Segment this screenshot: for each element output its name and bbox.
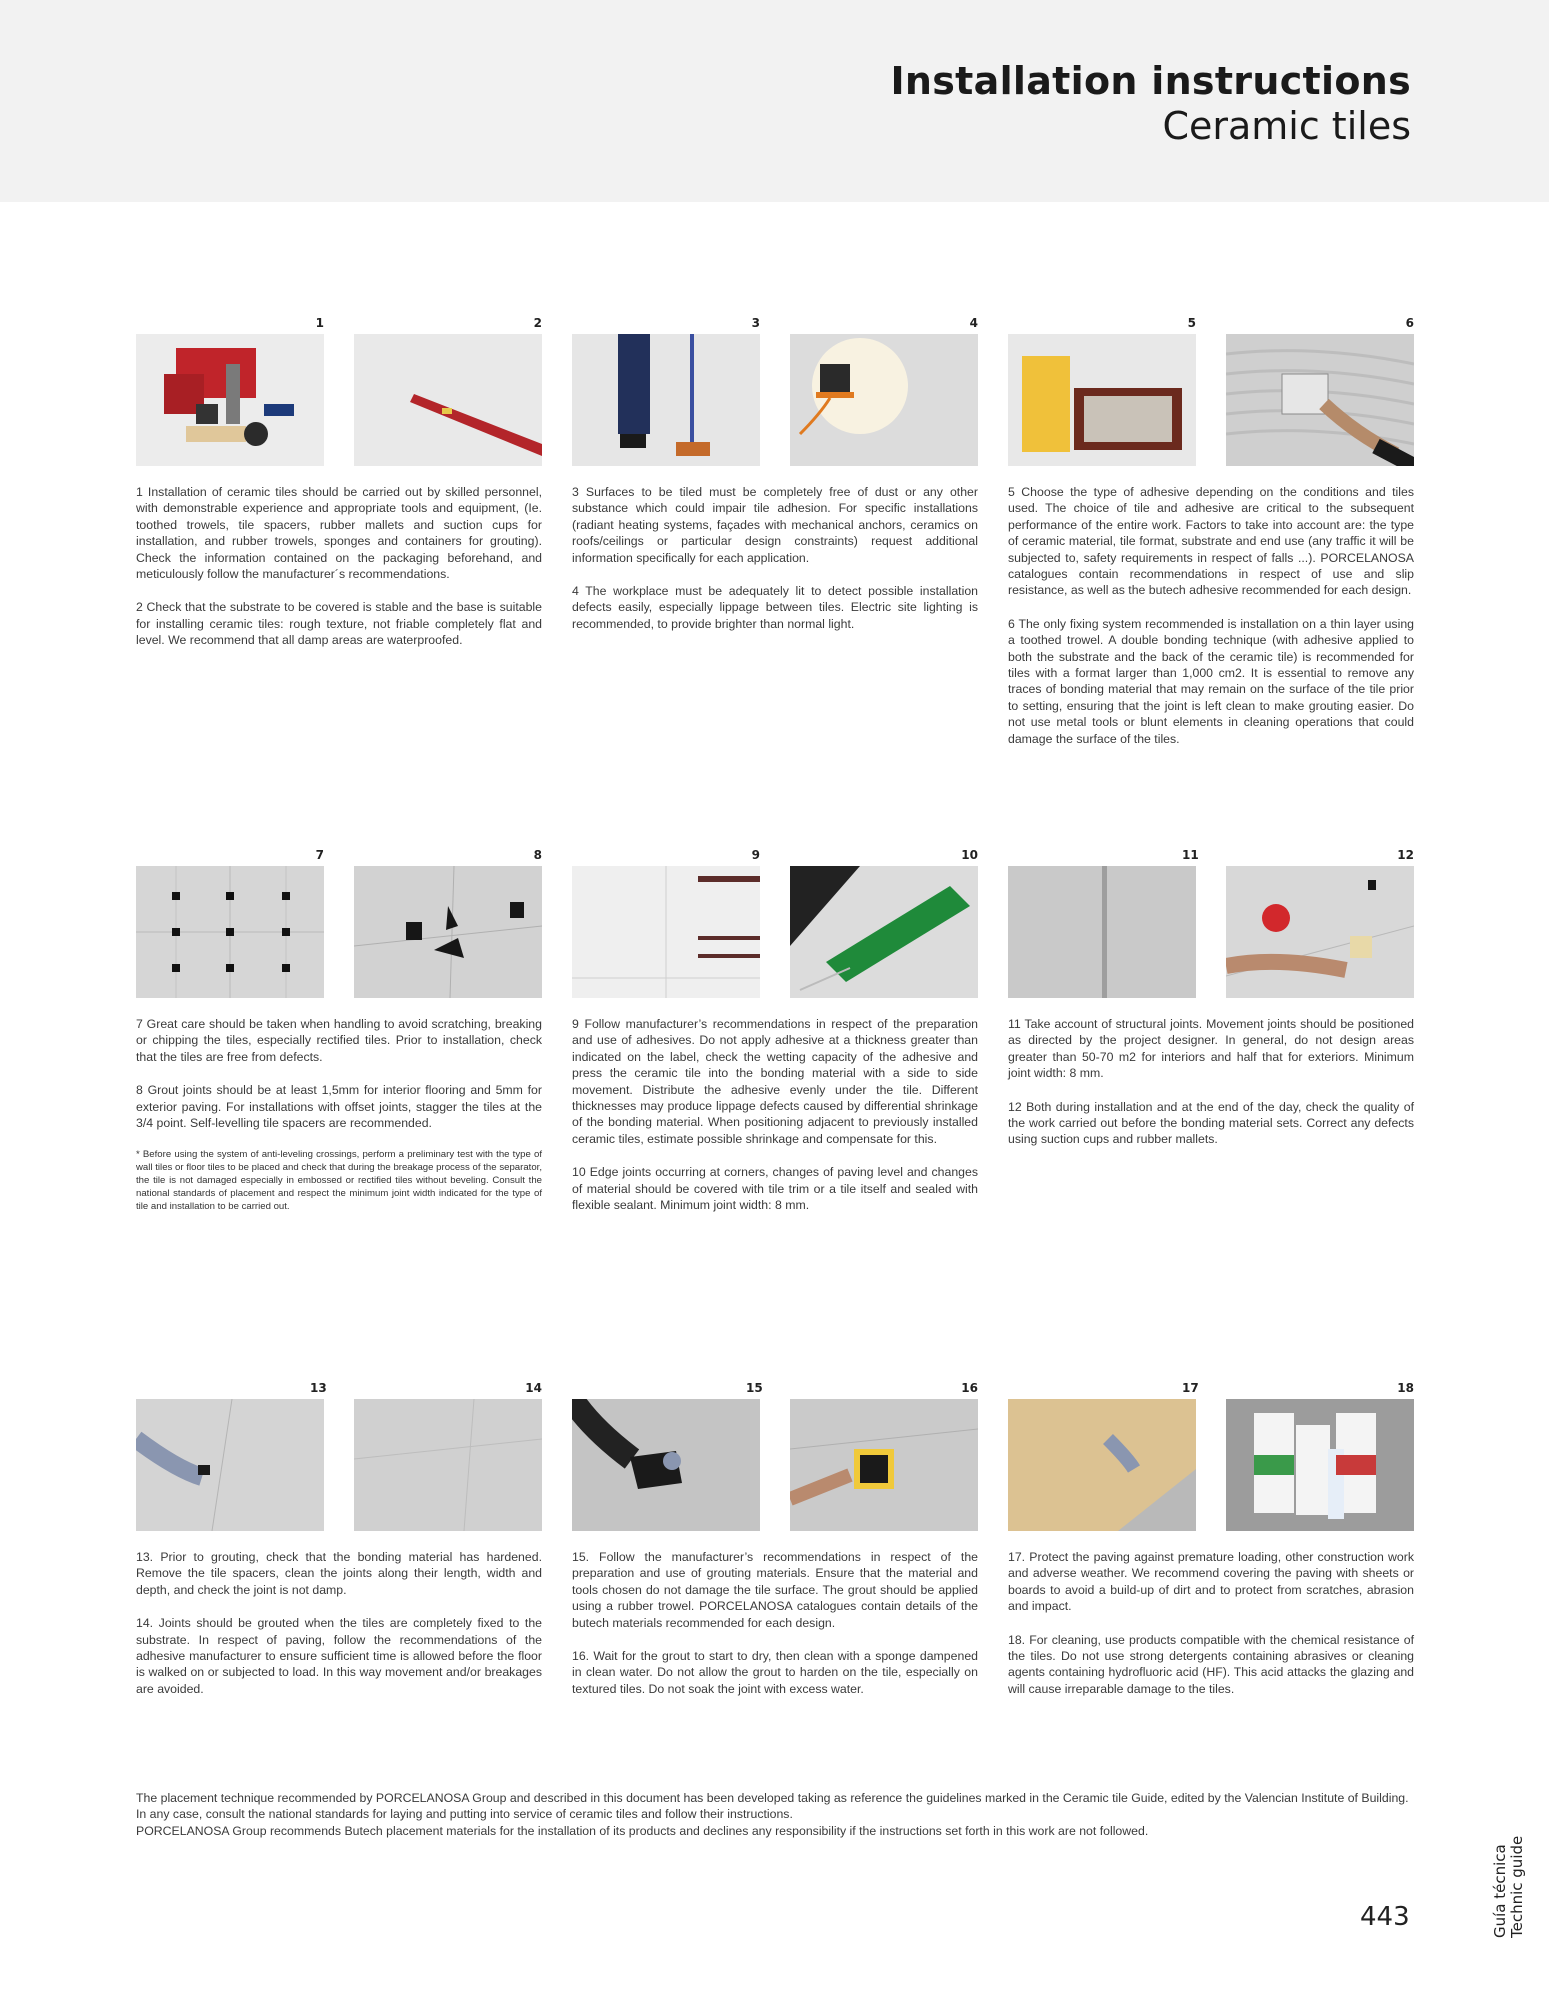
photo-fixed-tiles — [354, 1399, 542, 1531]
step-number: 17 — [1182, 1381, 1199, 1395]
step-number: 14 — [525, 1381, 542, 1395]
step-text-column — [136, 1016, 542, 1230]
step-5-text: 5 Choose the type of adhesive depending on the conditions and tiles used. The choice of tile and adhesive are critical to the subsequent performance of the entire work. Factors to take into account are: the type of ceramic material, tile format, substrate and end use (any traffic it will be subjected to, safety requirements in respect of falls ...). PORCELANOSA catalogues contain recommendations in respect of use and slip resistance, as well as the butech adhesive recommended for each design. — [1008, 485, 1414, 598]
step-9-text: 9 Follow manufacturer’s recommendations in respect of the preparation and use of adhesives. Do not apply adhesive at a thickness greater than indicated on the label, check the wetting capacity of the adhesive and press the ceramic tile into the bonding material with a side to side movement. Distribute the adhesive evenly under the tile. Different thicknesses may produce lippage defects caused by differential shrinkage of the bonding material. When positioning adjacent to previously installed ceramic tiles, estimate possible shrinkage and compensate for this. — [572, 1017, 978, 1146]
step-16-text: 16. Wait for the grout to start to dry, then clean with a sponge dampened in clean water. Do not allow the grout to harden on the tile, especially on textured tiles. Do not soak the joint with excess water. — [572, 1649, 978, 1696]
step-11-text: 11 Take account of structural joints. Movement joints should be positioned as directed by the project designer. In general, do not design areas greater than 50-70 m2 for interiors and half that for exteriors. Minimum joint width: 8 mm. — [1008, 1017, 1414, 1081]
step-14-text: 14. Joints should be grouted when the tiles are completely fixed to the substrate. In respect of paving, follow the recommendations of the adhesive manufacturer to ensure sufficient time is allowed before the floor is walked on or subjected to load. In this way movement and/or breakages are avoided. — [136, 1616, 542, 1696]
step-text-column — [572, 1549, 978, 1714]
step-number: 4 — [969, 316, 978, 330]
step-number: 12 — [1397, 848, 1414, 862]
step-text-column — [572, 484, 978, 649]
photo-cleaning-products — [1226, 1399, 1414, 1531]
photo-sealant-gun — [790, 866, 978, 998]
step-17-text: 17. Protect the paving against premature loading, other construction work and adverse weather. We recommend covering the paving with sheets or boards to avoid a build-up of dirt and to protect from scratches, abrasion and impact. — [1008, 1550, 1414, 1614]
step-15-text: 15. Follow the manufacturer’s recommendations in respect of the preparation and use of grouting materials. Ensure that the material and tools chosen do not damage the tile surface. The grout should be applied using a rubber trowel. PORCELANOSA catalogues contain details of the butech materials recommended for each design. — [572, 1550, 978, 1630]
photo-tools-kit — [136, 334, 324, 466]
photo-adhesive-bag — [1008, 334, 1196, 466]
photo-grouting-trowel — [572, 1399, 760, 1531]
step-text-column — [136, 484, 542, 666]
photo-movement-joint — [1008, 866, 1196, 998]
photo-protective-board — [1008, 1399, 1196, 1531]
side-label-en: Technic guide — [1508, 1835, 1526, 1938]
step-number: 11 — [1182, 848, 1199, 862]
photo-tiles-adhesive-layout — [572, 866, 760, 998]
subtitle-line: Ceramic tiles — [1162, 104, 1411, 148]
photo-level-on-floor — [354, 334, 542, 466]
step-2-text: 2 Check that the substrate to be covered is stable and the base is suitable for installing ceramic tiles: rough texture, not friable completely flat and level. We recommend that all damp areas are waterproofed. — [136, 600, 542, 648]
page-title — [890, 58, 1411, 148]
step-number: 10 — [961, 848, 978, 862]
footer-paragraph: The placement technique recommended by PORCELANOSA Group and described in this document has been developed taking as reference the guidelines marked in the Ceramic tile Guide, edited by the Valencian Institute of Building. In any case, consult the national standards for laying and putting into service of ceramic tiles and follow their instructions. — [136, 1791, 1409, 1822]
step-13-text: 13. Prior to grouting, check that the bonding material has hardened. Remove the tile spacers, clean the joints along their length, width and depth, and check the joint is not damp. — [136, 1550, 542, 1597]
step-3-text: 3 Surfaces to be tiled must be completely free of dust or any other substance which could impair tile adhesion. For specific installations (radiant heating systems, façades with mechanical anchors, ceramics on roofs/ceilings or particular design constraints) request additional information specifically for each application. — [572, 485, 978, 565]
step-number: 8 — [533, 848, 542, 862]
step-8-text: 8 Grout joints should be at least 1,5mm for interior flooring and 5mm for exterior paving. For installations with offset joints, stagger the tiles at the 3/4 point. Self-levelling tile spacers are recommended. — [136, 1083, 542, 1131]
step-text-column — [1008, 1016, 1414, 1165]
step-number: 3 — [751, 316, 760, 330]
photo-site-lamp — [790, 334, 978, 466]
step-number: 7 — [315, 848, 324, 862]
side-label — [1492, 1808, 1532, 1938]
step-text-column — [1008, 1549, 1414, 1714]
photo-tile-spacers-closeup — [354, 866, 542, 998]
photo-sponge-cleaning — [790, 1399, 978, 1531]
step-number: 5 — [1187, 316, 1196, 330]
step-18-text: 18. For cleaning, use products compatible with the chemical resistance of the tiles. Do not use strong detergents containing abrasives or cleaning agents containing hydrofluoric acid (HF). This acid attacks the glazing and will cause irreparable damage to the tiles. — [1008, 1632, 1414, 1696]
step-number: 16 — [961, 1381, 978, 1395]
step-number: 1 — [315, 316, 324, 330]
step-number: 15 — [746, 1381, 763, 1395]
step-text-column — [572, 1016, 978, 1230]
photo-toothed-trowel — [1226, 334, 1414, 466]
photo-removing-spacers — [136, 1399, 324, 1531]
step-7-text: 7 Great care should be taken when handling to avoid scratching, breaking or chipping the tiles, especially rectified tiles. Prior to installation, check that the tiles are free from defects. — [136, 1017, 542, 1064]
title-line: Installation instructions — [890, 59, 1411, 103]
step-text-column — [136, 1549, 542, 1714]
step-text-column — [1008, 484, 1414, 764]
step-number: 2 — [533, 316, 542, 330]
step-1-text: 1 Installation of ceramic tiles should be carried out by skilled personnel, with demonstrable experience and appropriate tools and equipment, (Ie. toothed trowels, tile spacers, rubber mallets and suction cups for installation, and rubber trowels, sponges and containers for grouting). Check the information contained on the packaging beforehand, and meticulously follow the manufacturer´s recommendations. — [136, 485, 542, 582]
page-number: 443 — [1360, 1902, 1410, 1932]
step-12-text: 12 Both during installation and at the end of the day, check the quality of the work carried out before the bonding material sets. Correct any defects using suction cups and rubber mallets. — [1008, 1099, 1414, 1147]
spacer-note: * Before using the system of anti-leveling crossings, perform a preliminary test with the type of wall tiles or floor tiles to be placed and check that during the breakage process of the separator, the tile is not damaged especially in embossed or rectified tiles without beveling. Consult the national standards of placement and respect the minimum joint width indicated for the type of tile and installation to be carried out. — [136, 1149, 542, 1213]
step-number: 9 — [751, 848, 760, 862]
step-6-text: 6 The only fixing system recommended is installation on a thin layer using a toothed trowel. A double bonding technique (with adhesive applied to both the substrate and the back of the ceramic tile) is recommended for tiles with a format larger than 1,000 cm2. It is essential to remove any traces of bonding material that may remain on the surface of the tile prior to setting, ensuring that the joint is left clean to make grouting easier. Do not use metal tools or blunt elements in cleaning operations that could damage the surface of the tiles. — [1008, 616, 1414, 746]
header-band — [0, 0, 1549, 202]
step-number: 18 — [1397, 1381, 1414, 1395]
side-label-es: Guía técnica — [1491, 1844, 1509, 1938]
footer-paragraph: PORCELANOSA Group recommends Butech placement materials for the installation of its products and declines any responsibility if the instructions set forth in this work are not followed. — [136, 1823, 1149, 1838]
step-number: 6 — [1405, 316, 1414, 330]
photo-sweeping-floor — [572, 334, 760, 466]
step-4-text: 4 The workplace must be adequately lit to detect possible installation defects easily, especially lippage between tiles. Electric site lighting is recommended, to provide brighter than normal light. — [572, 584, 978, 631]
photo-suction-cup-check — [1226, 866, 1414, 998]
footer-disclaimer — [136, 1790, 1414, 1839]
photo-tile-spacers-grid — [136, 866, 324, 998]
step-10-text: 10 Edge joints occurring at corners, changes of paving level and changes of material should be covered with tile trim or a tile itself and sealed with flexible sealant. Minimum joint width: 8 mm. — [572, 1165, 978, 1213]
step-number: 13 — [310, 1381, 327, 1395]
